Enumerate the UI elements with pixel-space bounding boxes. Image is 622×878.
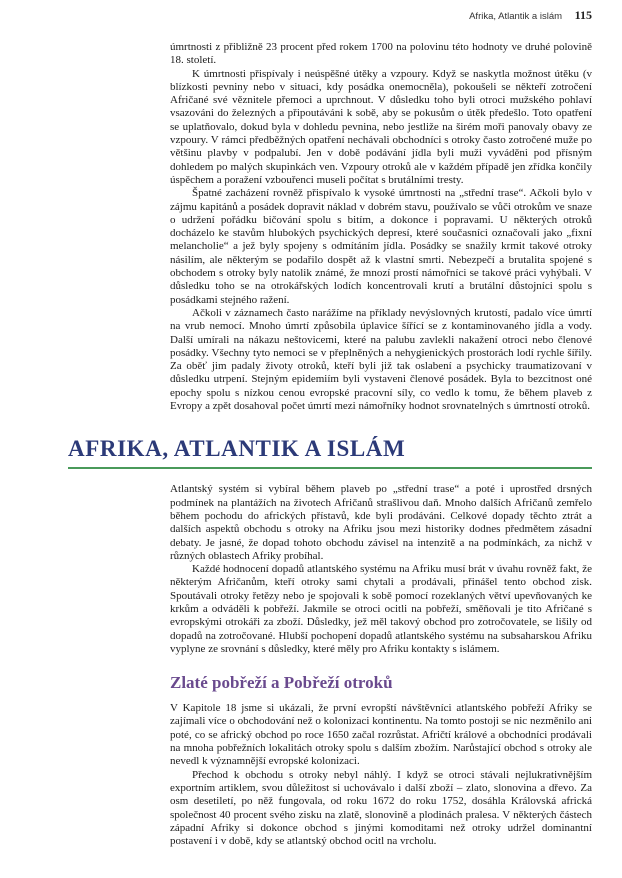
paragraph: Přechod k obchodu s otroky nebyl náhlý. I když se otroci stávali nejlukrativnějším exportním artiklem, svou důležitost si uchovávalo i další zboží – zlato, slonovina a dřevo. Za osm desetiletí, po něž fungovala, od roku 1672 do roku 1752, dosáhla Královská africká společnost 40 procent svého zisku na zlatě, slonovině a plodinách pralesa. V některých částech západní Afriky si dokonce obchod s jinými komoditami než otroky udržel dominantní postavení i v době, kdy se atlantský obchod ocitl na vrcholu. xyxy=(170,768,592,848)
section-text xyxy=(170,483,592,656)
running-head xyxy=(0,8,592,24)
intro-text xyxy=(170,41,592,413)
section-title: AFRIKA, ATLANTIK A ISLÁM xyxy=(68,436,406,462)
paragraph: úmrtnosti z přibližně 23 procent před rokem 1700 na polovinu této hodnoty ve druhé polovině 18. století. xyxy=(170,41,592,67)
section-divider xyxy=(68,467,592,469)
paragraph: Každé hodnocení dopadů atlantského systému na Afriku musí brát v úvahu rovněž fakt, že některým Afričanům, kteří otroky sami chytali a prodávali, přinášel tento obchod zisk. Spoutávali otroky řetězy nebo je spojovali k sobě pomocí rozeklaných větví upevňovaných ke krkům a odváděli k pobřeží. Jakmile se otroci ocitli na pobřeží, směňovali je tito Afričané s evropskými otrokáři za zboží. Důsledky, jež měl takový obchod pro zotročovatele, se lišily od dopadů na zotročované. Hlubší pochopení dopadů atlantského systému na subsaharskou Afriku vyplyne ze srovnání s důsledky, které měly pro Afriku kontakty s islámem. xyxy=(170,563,592,655)
page-number: 115 xyxy=(574,8,592,22)
paragraph: Ačkoli v záznamech často narážíme na příklady nevýslovných krutostí, padalo více úmrtí na vrub nemocí. Mnoho úmrtí způsobila úplavice šířící se z kontaminovaného jídla a vody. Další umírali na nákazu neštovicemi, které na palubu zavlekli nakažení otroci nebo členové posádky. Všechny tyto nemoci se v přeplněných a nehygienických prostorách lodí rychle šířily. Za oběť jim padaly životy otroků, kteří byli již tak oslabení a psychicky traumatizovaní v důsledku utrpení. Stejným epidemiím byli vystaveni členové posádek. Byla to bezcitnost oné epochy spolu s nízkou cenou evropské pracovní síly, co vedlo k tomu, že během plaveb z Evropy a zpět dosahoval počet úmrtí mezi námořníky hodnot srovnatelných s úmrtností otroků. xyxy=(170,306,592,413)
subsection-text xyxy=(170,702,592,848)
paragraph: K úmrtnosti přispívaly i neúspěšné útěky a vzpoury. Když se naskytla možnost útěku (v blízkosti pevniny nebo v situaci, kdy posádka onemocněla), pokoušeli se někteří zotročení Afričané své věznitele přemoci a uprchnout. V důsledku toho byli otroci mužského pohlaví vsazováni do železných a připoutáváni k sobě, aby se pokusům o útěk předešlo. Toto opatření se uplatňovalo, dokud byla v dohledu pevnina, nebo jestliže na širém moři panovaly obavy ze vzpoury. V rámci předběžných opatření nechávali obchodníci s otroky často zotročené muže po většinu plavby v podpalubí. Jen v době podávání jídla byli muži vyváděni pod přísným dohledem po malých skupinkách ven. Vzpoury otroků ale v každém případě jen zřídka končily úspěchem a poražení vzbouřenci museli počítat s brutálními tresty. xyxy=(170,67,592,186)
subsection-title: Zlaté pobřeží a Pobřeží otroků xyxy=(170,673,393,693)
paragraph: Špatné zacházení rovněž přispívalo k vysoké úmrtnosti na „střední trase“. Ačkoli bylo v zájmu kapitánů a posádek dopravit náklad v dobrém stavu, používalo se vůči otrokům ve snaze o udržení pořádku bičování spolu s bitím, a dokonce i popravami. U některých otroků docházelo ke stavům hlubokých psychických depresí, které současníci označovali jako „fixní melancholie“ a jež byly spojeny s odmítáním jídla. Posádky se snažily krmit takové otroky násilím, ale některým se podařilo dospět až k vlastní smrti. Nebezpečí a brutalita spojené s obchodem s otroky byly natolik známé, že mnozí prostí námořníci se takové práci vyhýbali. V důsledku toho se na otrokářských lodích koncentrovali krutí a brutální důstojníci spolu s posádkami stejného ražení. xyxy=(170,187,592,306)
paragraph: V Kapitole 18 jsme si ukázali, že první evropští návštěvníci atlantského pobřeží Afriky se zajímali více o obchodování než o kolonizaci kontinentu. Na tomto postoji se nic nezměnilo ani poté, co se africký obchod po roce 1650 začal rozrůstat. Afričtí králové a obchodníci prodávali na mnoha pobřežních lokalitách otroky spolu s dalším zbožím. Narůstající obchod s otroky ale nevedl k významnější evropské kolonizaci. xyxy=(170,702,592,768)
running-title: Afrika, Atlantik a islám xyxy=(469,11,563,22)
paragraph: Atlantský systém si vybíral během plaveb po „střední trase“ a poté i uprostřed drsných podmínek na plantážích na životech Afričanů strašlivou daň. Mnoho dalších Afričanů zemřelo během pochodu do afrických přístavů, kde byli prodáváni. Celkové dopady těchto ztrát a dalších aspektů obchodu s otroky na Afriku jsou mezi historiky dodnes předmětem zásadní debaty. Je jasné, že dopad tohoto obchodu závisel na intenzitě a na podmínkách, za nichž v různých oblastech Afriky probíhal. xyxy=(170,483,592,562)
